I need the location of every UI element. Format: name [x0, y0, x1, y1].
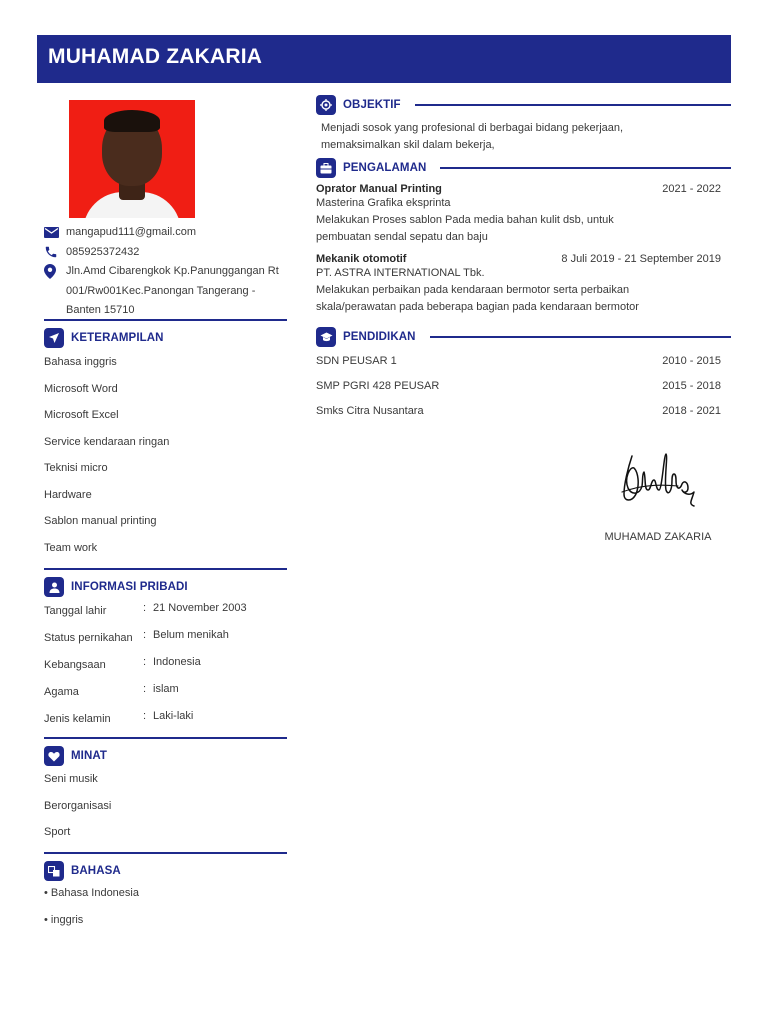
job-description: Melakukan Proses sablon Pada media bahan kulit dsb, untuk pembuatan sendal sepatu dan baju	[316, 214, 614, 243]
contact-address: Jln.Amd Cibarengkok Kp.Panunggangan Rt 001/Rw001Kec.Panongan Tangerang - Banten 15710	[66, 265, 279, 316]
person-icon	[44, 577, 64, 597]
personal-info-title: INFORMASI PRIBADI	[71, 581, 188, 593]
handwritten-signature	[618, 450, 698, 512]
job-title: Mekanik otomotif	[316, 253, 407, 265]
section-divider	[44, 568, 287, 570]
skill-item: Hardware	[44, 488, 92, 501]
education-school: Smks Citra Nusantara	[316, 405, 424, 417]
skill-item: Team work	[44, 541, 98, 554]
profile-photo	[69, 100, 195, 218]
education-school: SMP PGRI 428 PEUSAR	[316, 380, 440, 392]
languages-header	[44, 861, 287, 881]
job-entry	[316, 253, 731, 316]
graduation-cap-icon	[316, 327, 336, 347]
signature-name: MUHAMAD ZAKARIA	[604, 531, 712, 543]
info-label: Tanggal lahir	[44, 605, 107, 617]
mail-icon	[44, 223, 66, 242]
experience-header	[316, 158, 731, 178]
section-line	[430, 336, 731, 338]
right-column	[316, 95, 731, 430]
job-header-row	[316, 183, 731, 195]
education-row	[316, 380, 731, 405]
job-description: Melakukan perbaikan pada kendaraan bermotor serta perbaikan skala/perawatan pada beberapa bagian pada kendaraan bermotor	[316, 284, 639, 313]
skills-title: KETERAMPILAN	[71, 332, 164, 344]
job-company: Masterina Grafika eksprinta	[316, 197, 451, 209]
interests-title: MINAT	[71, 750, 108, 762]
interests-section	[44, 737, 287, 846]
info-colon: :	[143, 710, 147, 722]
contact-address-row	[44, 262, 287, 321]
skills-section	[44, 319, 287, 562]
info-colon: :	[143, 683, 147, 695]
info-value: Indonesia	[153, 656, 201, 668]
info-label: Status pernikahan	[44, 632, 133, 644]
info-label: Kebangsaan	[44, 659, 106, 671]
skill-item: Service kendaraan ringan	[44, 435, 170, 448]
interest-item: Berorganisasi	[44, 799, 112, 812]
skill-item: Microsoft Word	[44, 382, 118, 395]
photo-hair	[104, 110, 160, 132]
info-row	[44, 602, 287, 629]
education-school: SDN PEUSAR 1	[316, 355, 397, 367]
info-value: 21 November 2003	[153, 602, 247, 614]
job-period: 2021 - 2022	[662, 183, 721, 195]
education-period: 2015 - 2018	[662, 380, 721, 392]
info-colon: :	[143, 656, 147, 668]
personal-info-header	[44, 577, 287, 597]
objective-title: OBJEKTIF	[343, 99, 401, 111]
section-line	[440, 167, 731, 169]
contact-email-row	[44, 223, 287, 243]
personal-info-section	[44, 568, 287, 737]
language-item: • inggris	[44, 914, 84, 926]
education-row	[316, 405, 731, 430]
info-colon: :	[143, 629, 147, 641]
info-label: Jenis kelamin	[44, 713, 111, 725]
contact-email: mangapud111@gmail.com	[66, 226, 196, 238]
languages-section	[44, 852, 287, 934]
job-header-row	[316, 253, 731, 265]
briefcase-icon	[316, 158, 336, 178]
info-row	[44, 629, 287, 656]
education-row	[316, 355, 731, 380]
contact-phone-row	[44, 243, 287, 263]
skill-item: Teknisi micro	[44, 462, 108, 474]
rocket-icon	[44, 328, 64, 348]
language-item: • Bahasa Indonesia	[44, 887, 139, 899]
info-row	[44, 683, 287, 710]
interest-item: Seni musik	[44, 773, 98, 785]
contact-block	[44, 223, 287, 321]
objective-text: Menjadi sosok yang profesional di berbagai bidang pekerjaan, memaksimalkan skil dalam bekerja,	[321, 122, 624, 151]
contact-phone: 085925372432	[66, 245, 140, 258]
skills-header	[44, 328, 287, 348]
info-value: Belum menikah	[153, 629, 229, 641]
info-row	[44, 656, 287, 683]
skill-item: Microsoft Excel	[44, 409, 119, 421]
info-colon: :	[143, 602, 147, 614]
info-value: Laki-laki	[153, 710, 194, 722]
skill-item: Bahasa inggris	[44, 356, 117, 368]
experience-title: PENGALAMAN	[343, 162, 427, 174]
objective-header	[316, 95, 731, 115]
section-divider	[44, 852, 287, 854]
job-period: 8 Juli 2019 - 21 September 2019	[561, 253, 721, 265]
phone-icon	[44, 243, 66, 262]
heart-icon	[44, 746, 64, 766]
info-value: islam	[153, 683, 179, 695]
interests-header	[44, 746, 287, 766]
section-line	[415, 104, 731, 106]
section-divider	[44, 737, 287, 739]
interest-item: Sport	[44, 826, 71, 838]
education-period: 2018 - 2021	[662, 405, 721, 417]
translate-icon	[44, 861, 64, 881]
info-row	[44, 710, 287, 737]
section-divider	[44, 319, 287, 321]
education-title: PENDIDIKAN	[343, 331, 416, 343]
job-company: PT. ASTRA INTERNATIONAL Tbk.	[316, 267, 485, 279]
info-label: Agama	[44, 686, 79, 698]
location-pin-icon	[44, 262, 66, 281]
skill-item: Sablon manual printing	[44, 515, 157, 527]
target-icon	[316, 95, 336, 115]
languages-title: BAHASA	[71, 865, 121, 877]
education-header	[316, 327, 731, 347]
job-title: Oprator Manual Printing	[316, 183, 442, 195]
education-period: 2010 - 2015	[662, 355, 721, 367]
job-entry	[316, 183, 731, 246]
header-name: MUHAMAD ZAKARIA	[37, 35, 731, 83]
